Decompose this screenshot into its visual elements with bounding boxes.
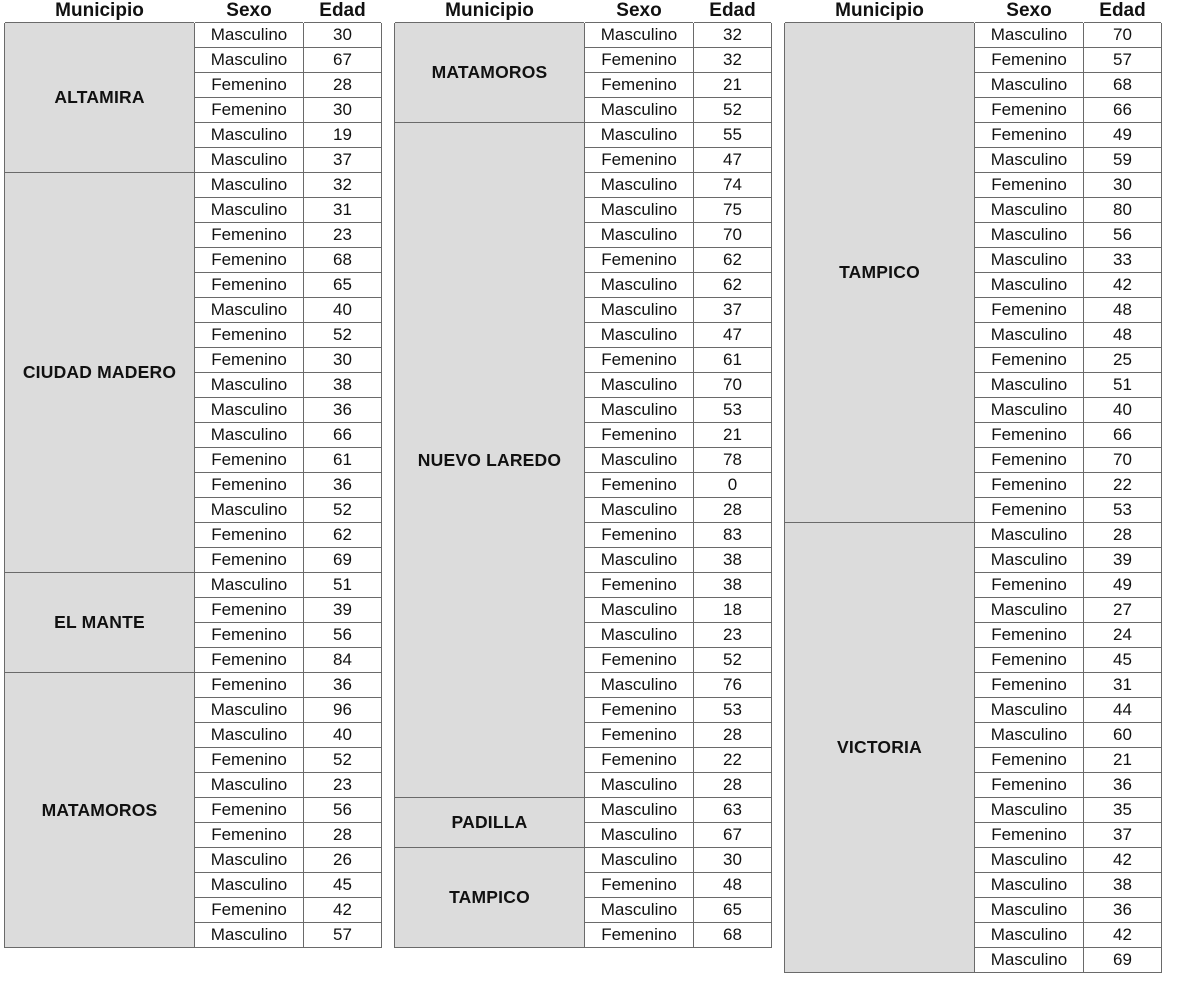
edad-cell: 21 (694, 73, 772, 98)
sexo-cell: Femenino (975, 498, 1084, 523)
edad-cell: 0 (694, 473, 772, 498)
sexo-cell: Masculino (585, 498, 694, 523)
sexo-cell: Masculino (975, 273, 1084, 298)
edad-cell: 30 (304, 23, 382, 48)
sexo-cell: Masculino (585, 673, 694, 698)
table-row (785, 23, 1162, 48)
sexo-cell: Masculino (585, 123, 694, 148)
edad-cell: 40 (304, 723, 382, 748)
edad-cell: 25 (1084, 348, 1162, 373)
sexo-cell: Femenino (975, 748, 1084, 773)
municipio-cell: MATAMOROS (5, 673, 195, 948)
sexo-cell: Femenino (585, 873, 694, 898)
edad-cell: 36 (304, 673, 382, 698)
sexo-cell: Femenino (195, 98, 304, 123)
sexo-cell: Femenino (195, 523, 304, 548)
sexo-cell: Femenino (195, 823, 304, 848)
sexo-cell: Masculino (195, 173, 304, 198)
municipio-cell: TAMPICO (395, 848, 585, 948)
edad-cell: 53 (694, 698, 772, 723)
edad-cell: 38 (304, 373, 382, 398)
sexo-cell: Masculino (975, 398, 1084, 423)
edad-cell: 65 (694, 898, 772, 923)
sexo-cell: Masculino (195, 498, 304, 523)
sexo-cell: Femenino (975, 773, 1084, 798)
edad-cell: 69 (304, 548, 382, 573)
edad-cell: 42 (1084, 273, 1162, 298)
sexo-cell: Masculino (585, 223, 694, 248)
municipio-cell: TAMPICO (785, 23, 975, 523)
edad-cell: 28 (304, 823, 382, 848)
edad-cell: 53 (1084, 498, 1162, 523)
sexo-cell: Femenino (195, 473, 304, 498)
edad-cell: 39 (304, 598, 382, 623)
sexo-cell: Femenino (195, 273, 304, 298)
sexo-cell: Femenino (975, 348, 1084, 373)
edad-cell: 23 (304, 773, 382, 798)
sexo-cell: Masculino (585, 448, 694, 473)
edad-cell: 57 (1084, 48, 1162, 73)
sexo-cell: Masculino (585, 848, 694, 873)
sexo-cell: Femenino (975, 48, 1084, 73)
header-row (5, 0, 382, 23)
sexo-cell: Masculino (195, 873, 304, 898)
sexo-cell: Masculino (975, 923, 1084, 948)
sexo-cell: Masculino (585, 273, 694, 298)
edad-cell: 59 (1084, 148, 1162, 173)
edad-cell: 40 (304, 298, 382, 323)
edad-cell: 22 (694, 748, 772, 773)
edad-cell: 70 (694, 373, 772, 398)
sexo-cell: Femenino (585, 573, 694, 598)
edad-cell: 30 (1084, 173, 1162, 198)
sexo-cell: Femenino (975, 823, 1084, 848)
sexo-cell: Femenino (975, 623, 1084, 648)
edad-cell: 47 (694, 323, 772, 348)
edad-cell: 32 (694, 23, 772, 48)
table-row (395, 123, 772, 148)
edad-cell: 66 (1084, 98, 1162, 123)
sexo-cell: Masculino (975, 798, 1084, 823)
edad-cell: 69 (1084, 948, 1162, 973)
edad-cell: 32 (694, 48, 772, 73)
edad-cell: 27 (1084, 598, 1162, 623)
edad-cell: 52 (304, 498, 382, 523)
sexo-cell: Masculino (975, 223, 1084, 248)
edad-cell: 48 (1084, 298, 1162, 323)
edad-cell: 31 (304, 198, 382, 223)
edad-cell: 38 (1084, 873, 1162, 898)
edad-cell: 60 (1084, 723, 1162, 748)
edad-cell: 49 (1084, 573, 1162, 598)
sexo-cell: Masculino (975, 948, 1084, 973)
edad-cell: 32 (304, 173, 382, 198)
edad-cell: 39 (1084, 548, 1162, 573)
edad-cell: 23 (304, 223, 382, 248)
table-panel-1 (4, 0, 382, 948)
edad-cell: 21 (1084, 748, 1162, 773)
sexo-cell: Masculino (585, 798, 694, 823)
sexo-cell: Masculino (585, 298, 694, 323)
header-sexo: Sexo (975, 0, 1084, 23)
header-edad: Edad (304, 0, 382, 23)
header-row (395, 0, 772, 23)
edad-cell: 68 (694, 923, 772, 948)
edad-cell: 52 (304, 323, 382, 348)
edad-cell: 76 (694, 673, 772, 698)
edad-cell: 48 (1084, 323, 1162, 348)
sexo-cell: Masculino (585, 373, 694, 398)
edad-cell: 26 (304, 848, 382, 873)
sexo-cell: Masculino (585, 898, 694, 923)
sexo-cell: Masculino (975, 23, 1084, 48)
sexo-cell: Femenino (975, 173, 1084, 198)
municipio-cell: PADILLA (395, 798, 585, 848)
municipio-cell: NUEVO LAREDO (395, 123, 585, 798)
header-sexo: Sexo (195, 0, 304, 23)
sexo-cell: Masculino (195, 573, 304, 598)
sexo-cell: Masculino (585, 773, 694, 798)
sexo-cell: Masculino (195, 373, 304, 398)
sexo-cell: Femenino (195, 898, 304, 923)
edad-cell: 35 (1084, 798, 1162, 823)
sexo-cell: Masculino (195, 698, 304, 723)
edad-cell: 63 (694, 798, 772, 823)
sexo-cell: Femenino (195, 448, 304, 473)
edad-cell: 74 (694, 173, 772, 198)
edad-cell: 28 (1084, 523, 1162, 548)
sexo-cell: Masculino (195, 123, 304, 148)
sexo-cell: Femenino (195, 73, 304, 98)
municipio-cell: MATAMOROS (395, 23, 585, 123)
edad-cell: 52 (694, 98, 772, 123)
sexo-cell: Masculino (195, 773, 304, 798)
table-row (395, 23, 772, 48)
edad-cell: 75 (694, 198, 772, 223)
sexo-cell: Masculino (975, 248, 1084, 273)
sexo-cell: Femenino (975, 648, 1084, 673)
sexo-cell: Masculino (585, 398, 694, 423)
sexo-cell: Femenino (585, 648, 694, 673)
edad-cell: 33 (1084, 248, 1162, 273)
header-edad: Edad (1084, 0, 1162, 23)
sexo-cell: Femenino (585, 698, 694, 723)
sexo-cell: Masculino (585, 173, 694, 198)
edad-cell: 56 (1084, 223, 1162, 248)
edad-cell: 56 (304, 798, 382, 823)
header-row (785, 0, 1162, 23)
table-row (5, 23, 382, 48)
edad-cell: 40 (1084, 398, 1162, 423)
sexo-cell: Masculino (195, 298, 304, 323)
edad-cell: 68 (304, 248, 382, 273)
edad-cell: 36 (304, 473, 382, 498)
edad-cell: 51 (304, 573, 382, 598)
sexo-cell: Masculino (585, 823, 694, 848)
sexo-cell: Masculino (975, 723, 1084, 748)
data-table (4, 0, 382, 948)
sexo-cell: Masculino (585, 598, 694, 623)
sexo-cell: Masculino (975, 548, 1084, 573)
edad-cell: 61 (304, 448, 382, 473)
edad-cell: 80 (1084, 198, 1162, 223)
sexo-cell: Femenino (195, 748, 304, 773)
edad-cell: 37 (694, 298, 772, 323)
sexo-cell: Masculino (195, 48, 304, 73)
sexo-cell: Femenino (975, 123, 1084, 148)
sexo-cell: Femenino (195, 798, 304, 823)
edad-cell: 66 (1084, 423, 1162, 448)
edad-cell: 70 (1084, 23, 1162, 48)
edad-cell: 84 (304, 648, 382, 673)
table-row (395, 848, 772, 873)
header-municipio: Municipio (785, 0, 975, 23)
edad-cell: 38 (694, 548, 772, 573)
edad-cell: 30 (304, 98, 382, 123)
sexo-cell: Femenino (195, 223, 304, 248)
sexo-cell: Masculino (195, 923, 304, 948)
edad-cell: 30 (694, 848, 772, 873)
edad-cell: 62 (694, 273, 772, 298)
edad-cell: 67 (694, 823, 772, 848)
sexo-cell: Femenino (585, 523, 694, 548)
edad-cell: 49 (1084, 123, 1162, 148)
sexo-cell: Femenino (975, 573, 1084, 598)
sexo-cell: Masculino (195, 198, 304, 223)
municipio-cell: EL MANTE (5, 573, 195, 673)
sexo-cell: Masculino (975, 873, 1084, 898)
edad-cell: 37 (304, 148, 382, 173)
edad-cell: 57 (304, 923, 382, 948)
edad-cell: 96 (304, 698, 382, 723)
table-row (5, 573, 382, 598)
sexo-cell: Femenino (975, 98, 1084, 123)
municipio-cell: CIUDAD MADERO (5, 173, 195, 573)
edad-cell: 42 (1084, 848, 1162, 873)
sexo-cell: Femenino (195, 648, 304, 673)
header-municipio: Municipio (5, 0, 195, 23)
sexo-cell: Femenino (585, 923, 694, 948)
sexo-cell: Femenino (195, 248, 304, 273)
sexo-cell: Masculino (975, 898, 1084, 923)
table-row (785, 523, 1162, 548)
edad-cell: 24 (1084, 623, 1162, 648)
edad-cell: 67 (304, 48, 382, 73)
edad-cell: 66 (304, 423, 382, 448)
sexo-cell: Femenino (975, 448, 1084, 473)
edad-cell: 28 (694, 498, 772, 523)
sexo-cell: Femenino (975, 673, 1084, 698)
edad-cell: 42 (1084, 923, 1162, 948)
edad-cell: 65 (304, 273, 382, 298)
edad-cell: 45 (1084, 648, 1162, 673)
edad-cell: 42 (304, 898, 382, 923)
edad-cell: 68 (1084, 73, 1162, 98)
data-table (394, 0, 772, 948)
sexo-cell: Femenino (975, 298, 1084, 323)
sexo-cell: Masculino (195, 148, 304, 173)
sexo-cell: Femenino (195, 323, 304, 348)
edad-cell: 28 (694, 773, 772, 798)
sexo-cell: Masculino (975, 198, 1084, 223)
edad-cell: 62 (304, 523, 382, 548)
edad-cell: 38 (694, 573, 772, 598)
edad-cell: 70 (694, 223, 772, 248)
header-edad: Edad (694, 0, 772, 23)
edad-cell: 30 (304, 348, 382, 373)
sexo-cell: Masculino (975, 698, 1084, 723)
edad-cell: 22 (1084, 473, 1162, 498)
edad-cell: 78 (694, 448, 772, 473)
municipio-cell: ALTAMIRA (5, 23, 195, 173)
edad-cell: 21 (694, 423, 772, 448)
data-table (784, 0, 1162, 973)
sexo-cell: Femenino (585, 473, 694, 498)
edad-cell: 52 (694, 648, 772, 673)
sexo-cell: Femenino (585, 73, 694, 98)
sexo-cell: Masculino (195, 398, 304, 423)
sexo-cell: Masculino (975, 323, 1084, 348)
sexo-cell: Masculino (975, 73, 1084, 98)
sexo-cell: Masculino (975, 598, 1084, 623)
edad-cell: 18 (694, 598, 772, 623)
sexo-cell: Masculino (195, 423, 304, 448)
table-panel-2 (394, 0, 772, 948)
sexo-cell: Femenino (195, 598, 304, 623)
sexo-cell: Masculino (585, 98, 694, 123)
municipio-cell: VICTORIA (785, 523, 975, 973)
edad-cell: 47 (694, 148, 772, 173)
sexo-cell: Femenino (585, 48, 694, 73)
edad-cell: 23 (694, 623, 772, 648)
edad-cell: 70 (1084, 448, 1162, 473)
sexo-cell: Femenino (975, 473, 1084, 498)
edad-cell: 36 (1084, 773, 1162, 798)
edad-cell: 36 (304, 398, 382, 423)
table-row (395, 798, 772, 823)
sexo-cell: Femenino (195, 548, 304, 573)
sexo-cell: Femenino (585, 248, 694, 273)
sexo-cell: Femenino (195, 623, 304, 648)
sexo-cell: Femenino (585, 423, 694, 448)
edad-cell: 56 (304, 623, 382, 648)
sexo-cell: Masculino (585, 323, 694, 348)
sexo-cell: Femenino (585, 148, 694, 173)
edad-cell: 36 (1084, 898, 1162, 923)
edad-cell: 44 (1084, 698, 1162, 723)
table-row (5, 173, 382, 198)
edad-cell: 55 (694, 123, 772, 148)
sexo-cell: Femenino (195, 673, 304, 698)
edad-cell: 61 (694, 348, 772, 373)
edad-cell: 62 (694, 248, 772, 273)
sexo-cell: Masculino (195, 23, 304, 48)
edad-cell: 53 (694, 398, 772, 423)
sexo-cell: Masculino (585, 623, 694, 648)
sexo-cell: Femenino (585, 748, 694, 773)
sexo-cell: Femenino (585, 723, 694, 748)
sexo-cell: Masculino (195, 848, 304, 873)
edad-cell: 28 (304, 73, 382, 98)
edad-cell: 28 (694, 723, 772, 748)
sexo-cell: Masculino (585, 23, 694, 48)
edad-cell: 51 (1084, 373, 1162, 398)
sexo-cell: Femenino (585, 348, 694, 373)
sexo-cell: Masculino (975, 523, 1084, 548)
edad-cell: 45 (304, 873, 382, 898)
edad-cell: 48 (694, 873, 772, 898)
sexo-cell: Masculino (585, 548, 694, 573)
edad-cell: 83 (694, 523, 772, 548)
sexo-cell: Femenino (195, 348, 304, 373)
edad-cell: 19 (304, 123, 382, 148)
table-row (5, 673, 382, 698)
table-panel-3 (784, 0, 1162, 973)
sexo-cell: Masculino (975, 848, 1084, 873)
sexo-cell: Masculino (975, 373, 1084, 398)
header-municipio: Municipio (395, 0, 585, 23)
sexo-cell: Masculino (585, 198, 694, 223)
sexo-cell: Masculino (195, 723, 304, 748)
sexo-cell: Masculino (975, 148, 1084, 173)
edad-cell: 31 (1084, 673, 1162, 698)
edad-cell: 37 (1084, 823, 1162, 848)
edad-cell: 52 (304, 748, 382, 773)
header-sexo: Sexo (585, 0, 694, 23)
sexo-cell: Femenino (975, 423, 1084, 448)
